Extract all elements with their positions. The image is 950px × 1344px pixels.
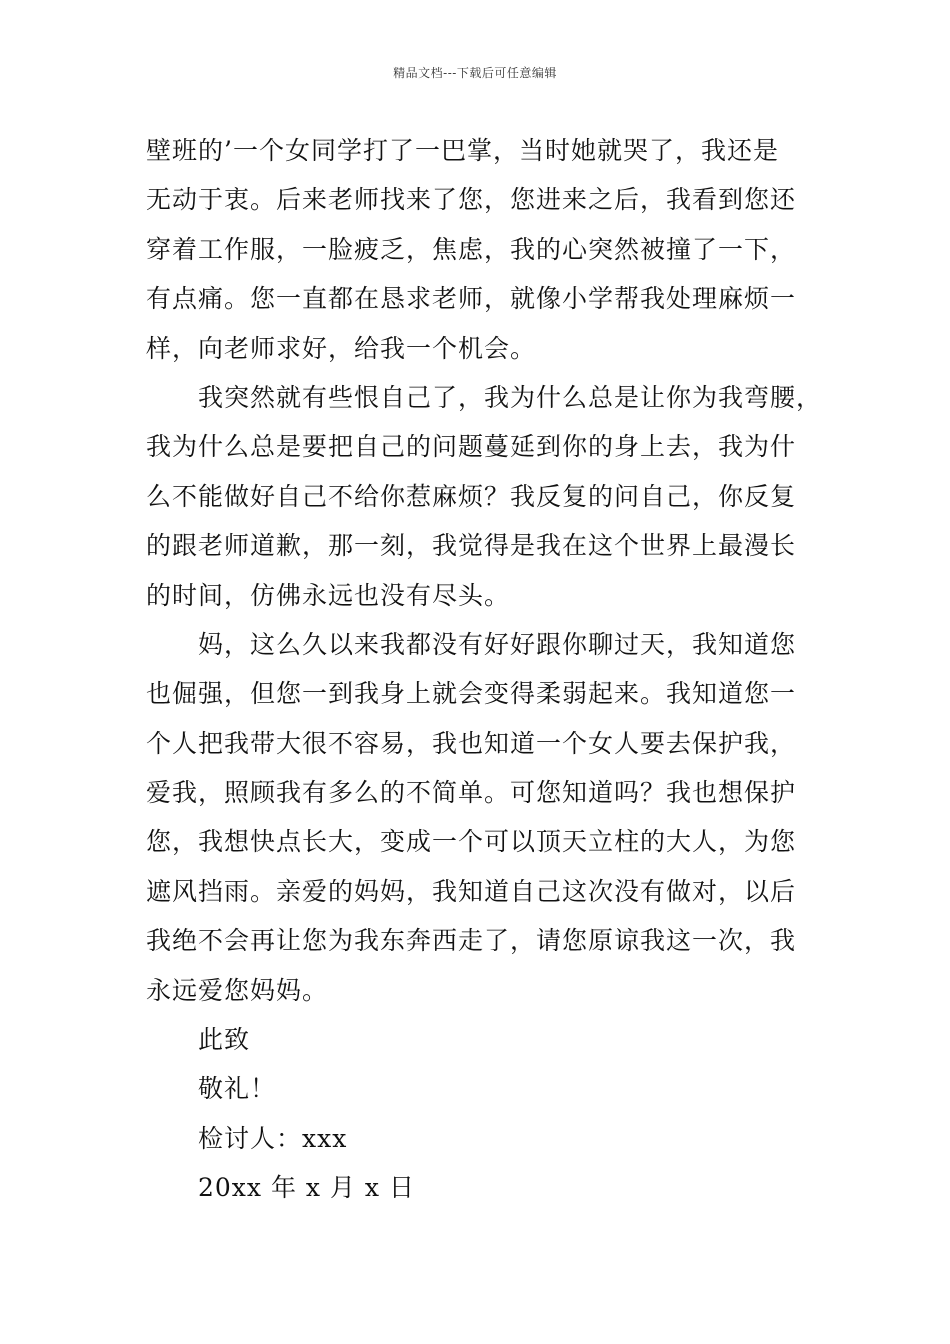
- paragraph-2: [146, 373, 823, 620]
- salutation: 此致: [198, 1025, 251, 1055]
- text-line: 个人把我带大很不容易，我也知道一个女人要去保护我，: [146, 728, 797, 758]
- letter-body: [146, 126, 823, 1213]
- text-line: 么不能做好自己不给你惹麻烦？我反复的问自己，你反复: [146, 481, 797, 511]
- text-line: 穿着工作服，一脸疲乏，焦虑，我的心突然被撞了一下，: [146, 234, 797, 264]
- text-line: 我为什么总是要把自己的问题蔓延到你的身上去，我为什: [146, 432, 797, 462]
- paragraph-3: [146, 620, 816, 1015]
- author-line: 检讨人：xxx: [198, 1123, 348, 1153]
- text-line: 的跟老师道歉，那一刻，我觉得是我在这个世界上最漫长: [146, 531, 797, 561]
- text-line: 您，我想快点长大，变成一个可以顶天立柱的大人，为您: [146, 827, 797, 857]
- text-line: 样，向老师求好，给我一个机会。: [146, 333, 537, 363]
- date-line: 20xx 年 x 月 x 日: [198, 1173, 415, 1203]
- text-line: 的时间，仿佛永远也没有尽头。: [146, 580, 511, 610]
- text-line: 壁班的’一个女同学打了一巴掌，当时她就哭了，我还是: [146, 136, 779, 165]
- text-line: 永远爱您妈妈。: [146, 975, 329, 1005]
- text-line: 妈，这么久以来我都没有好好跟你聊过天，我知道您: [198, 629, 797, 659]
- page-header: 精品文档---下载后可任意编辑: [393, 66, 557, 80]
- text-line: 我突然就有些恨自己了，我为什么总是让你为我弯腰，: [198, 382, 823, 412]
- text-line: 爱我，照顾我有多么的不简单。可您知道吗？我也想保护: [146, 778, 797, 808]
- text-line: 有点痛。您一直都在恳求老师，就像小学帮我处理麻烦一: [146, 284, 797, 314]
- text-line: 遮风挡雨。亲爱的妈妈，我知道自己这次没有做对，以后: [146, 876, 797, 906]
- paragraph-1: [146, 126, 816, 373]
- text-line: 也倔强，但您一到我身上就会变得柔弱起来。我知道您一: [146, 679, 797, 709]
- text-line: 我绝不会再让您为我东奔西走了，请您原谅我这一次，我: [146, 926, 797, 956]
- text-line: 无动于衷。后来老师找来了您，您进来之后，我看到您还: [146, 185, 797, 215]
- letter-closing: [146, 1015, 816, 1213]
- respect-line: 敬礼！: [198, 1074, 277, 1104]
